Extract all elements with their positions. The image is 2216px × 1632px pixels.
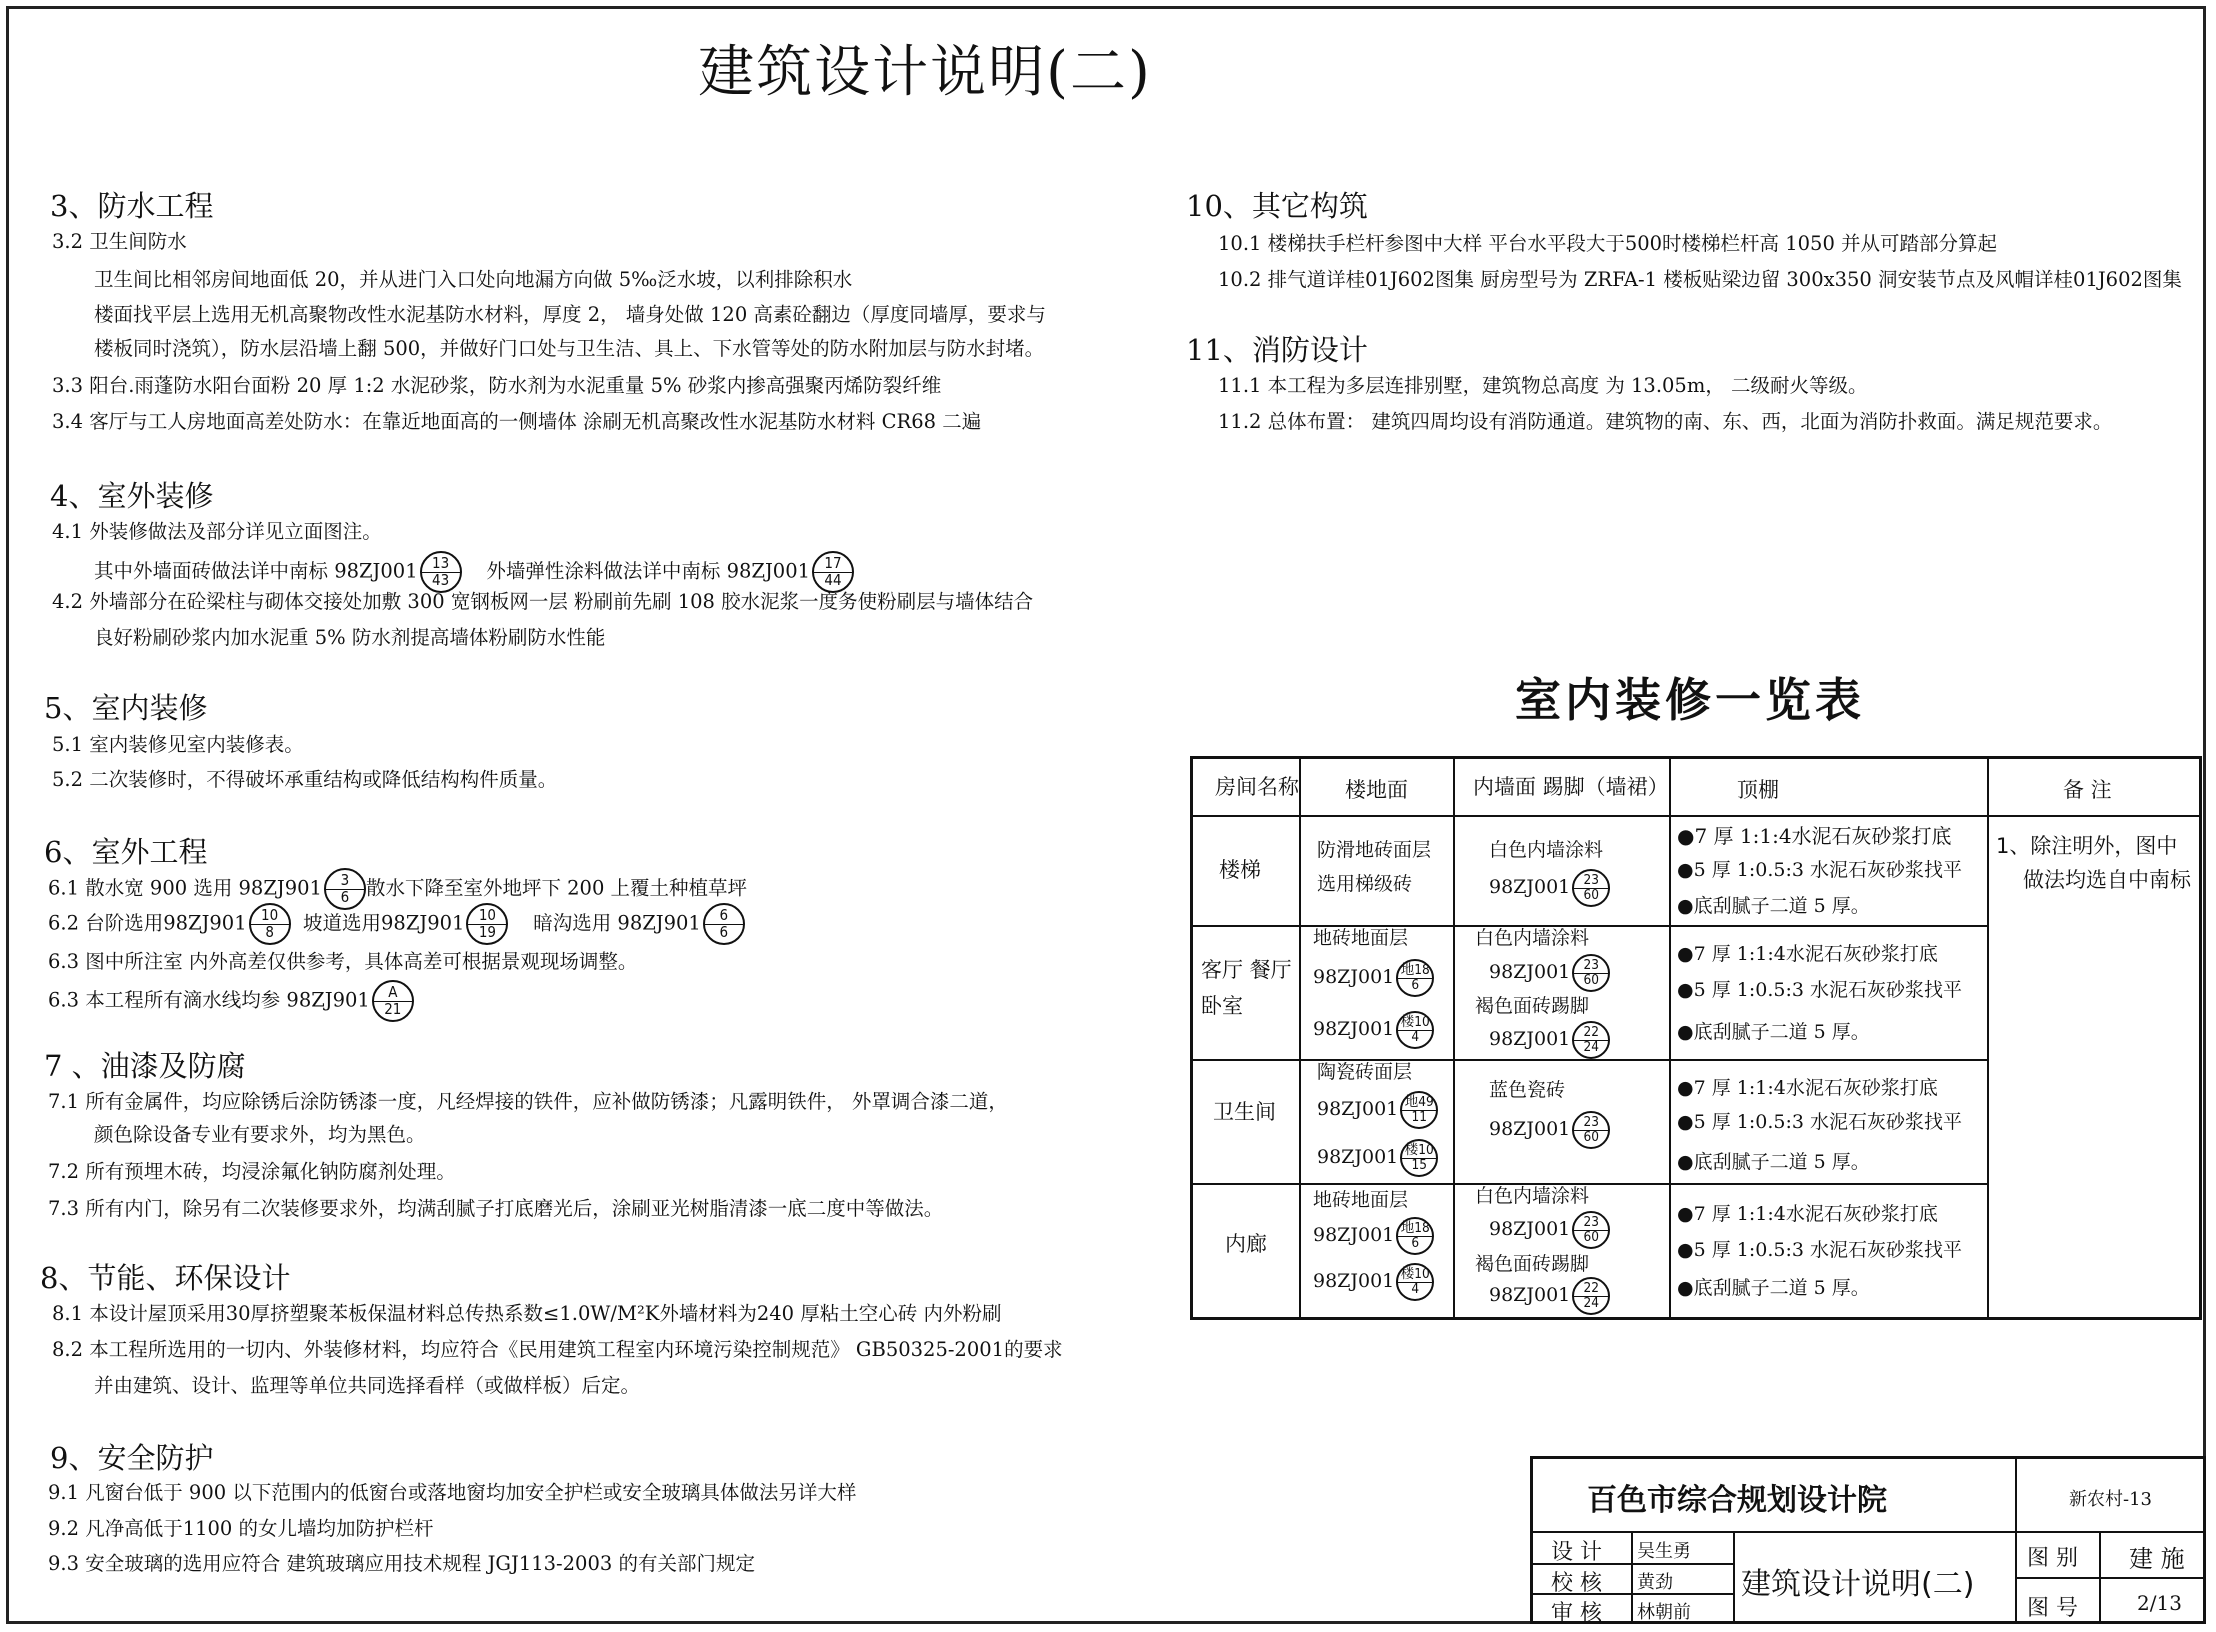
- tb-line: [2099, 1531, 2101, 1621]
- row4-floor-ref-2: 98ZJ001 楼10 4: [1313, 1263, 1434, 1301]
- number-label: 图 号: [2027, 1596, 2078, 1621]
- review-name: 林朝前: [1637, 1602, 1691, 1623]
- row1-ceiling-2: ●5 厚 1:0.5:3 水泥石灰砂浆找平: [1677, 859, 1962, 881]
- section-9-heading: 9、安全防护: [50, 1441, 214, 1475]
- row2-wall-ref-2: 98ZJ001 22 24: [1489, 1021, 1610, 1059]
- s9-line-2: 9.2 凡净高低于1100 的女儿墙均加防护栏杆: [48, 1517, 434, 1540]
- s3-line-1: 3.2 卫生间防水: [52, 230, 187, 253]
- design-label: 设 计: [1551, 1540, 1602, 1565]
- detail-index-symbol: 6 6: [703, 903, 745, 945]
- detail-index-symbol: 地49 11: [1400, 1091, 1438, 1129]
- note-line-2: 做法均选自中南标: [2023, 868, 2191, 892]
- tb-line: [1733, 1531, 1735, 1621]
- row4-ceiling-2: ●5 厚 1:0.5:3 水泥石灰砂浆找平: [1677, 1239, 1962, 1261]
- header-note: 备 注: [2063, 778, 2112, 802]
- row3-floor-ref-2: 98ZJ001 楼10 15: [1317, 1139, 1438, 1177]
- s6-line-3: 6.3 图中所注室 内外高差仅供参考，具体高差可根据景观现场调整。: [48, 950, 638, 973]
- tb-line: [1533, 1531, 2203, 1533]
- section-8-heading: 8、节能、环保设计: [40, 1261, 291, 1295]
- header-ceiling: 顶棚: [1737, 778, 1779, 802]
- s4-line-1: 4.1 外装修做法及部分详见立面图注。: [52, 520, 382, 543]
- row2-room-1: 客厅 餐厅: [1201, 958, 1292, 982]
- s4-line-4: 良好粉刷砂浆内加水泥重 5% 防水剂提高墙体粉刷防水性能: [94, 626, 606, 649]
- row1-ceiling-1: ●7 厚 1:1:4水泥石灰砂浆打底: [1677, 824, 1952, 848]
- row1-floor-2: 选用梯级砖: [1317, 873, 1413, 895]
- row4-wall-2: 褐色面砖踢脚: [1475, 1253, 1590, 1275]
- table-col-divider: [1987, 759, 1989, 1317]
- s4-line-3: 4.2 外墙部分在砼梁柱与砌体交接处加敷 300 宽钢板网一层 粉刷前先刷 108 胶水泥浆一度务使粉刷层与墙体结合: [52, 590, 1034, 613]
- row4-ceiling-3: ●底刮腻子二道 5 厚。: [1677, 1277, 1870, 1299]
- note-line-1: 1、除注明外，图中: [1996, 834, 2178, 858]
- s7-line-3: 7.2 所有预埋木砖，均浸涂氟化钠防腐剂处理。: [48, 1160, 456, 1183]
- header-wall: 内墙面 踢脚（墙裙）: [1473, 775, 1669, 799]
- detail-index-symbol: 23 60: [1572, 1211, 1610, 1249]
- row2-wall-ref-1: 98ZJ001 23 60: [1489, 954, 1610, 992]
- row4-room: 内廊: [1225, 1232, 1267, 1256]
- detail-index-symbol: 楼10 4: [1396, 1263, 1434, 1301]
- detail-index-symbol: 10 8: [249, 903, 291, 945]
- table-col-divider: [1299, 759, 1301, 1317]
- table-row-divider: [1193, 815, 2199, 817]
- row4-floor-ref-1: 98ZJ001 地18 6: [1313, 1217, 1434, 1255]
- s8-line-1: 8.1 本设计屋顶采用30厚挤塑聚苯板保温材料总传热系数≤1.0W/M²K外墙材料为240 厚粘土空心砖 内外粉刷: [52, 1302, 1002, 1325]
- row4-wall-ref-2: 98ZJ001 22 24: [1489, 1277, 1610, 1315]
- detail-index-symbol: 23 60: [1572, 869, 1610, 907]
- s7-line-1: 7.1 所有金属件，均应除锈后涂防锈漆一度，凡经焊接的铁件，应补做防锈漆；凡露明铁件， 外罩调合漆二道，: [48, 1090, 1008, 1113]
- page-title: 建筑设计说明(二): [698, 40, 1152, 105]
- detail-index-symbol: 22 24: [1572, 1021, 1610, 1059]
- check-label: 校 核: [1551, 1571, 1602, 1596]
- row2-room-2: 卧室: [1201, 994, 1243, 1018]
- table-title: 室内装修一览表: [1515, 673, 1865, 727]
- s7-line-2: 颜色除设备专业有要求外，均为黑色。: [94, 1123, 426, 1146]
- detail-index-symbol: 楼10 15: [1400, 1139, 1438, 1177]
- s4-line-2a: 其中外墙面砖做法详中南标 98ZJ001: [94, 559, 418, 583]
- review-label: 审 核: [1551, 1601, 1602, 1626]
- row4-ceiling-1: ●7 厚 1:1:4水泥石灰砂浆打底: [1677, 1203, 1938, 1225]
- section-11-heading: 11、消防设计: [1186, 333, 1368, 367]
- tb-line: [2015, 1531, 2017, 1621]
- s6-line-1: 6.1 散水宽 900 选用 98ZJ901 3 6 散水下降至室外地坪下 200 上覆土种植草坪: [48, 868, 747, 910]
- title-block: [1530, 1456, 2206, 1624]
- row3-ceiling-2: ●5 厚 1:0.5:3 水泥石灰砂浆找平: [1677, 1111, 1962, 1133]
- tb-line: [2015, 1459, 2017, 1531]
- header-room: 房间名称: [1215, 775, 1299, 799]
- s3-line-6: 3.4 客厅与工人房地面高差处防水：在靠近地面高的一侧墙体 涂刷无机高聚改性水泥基防水材料 CR68 二遍: [52, 410, 982, 433]
- section-10-heading: 10、其它构筑: [1186, 189, 1368, 223]
- header-floor: 楼地面: [1345, 778, 1408, 802]
- category-value: 建 施: [2129, 1545, 2185, 1573]
- s3-line-2: 卫生间比相邻房间地面低 20，并从进门入口处向地漏方向做 5‰泛水坡，以利排除积水: [94, 268, 853, 291]
- s10-line-1: 10.1 楼梯扶手栏杆参图中大样 平台水平段大于500时楼梯栏杆高 1050 并从可踏部分算起: [1218, 232, 1998, 255]
- detail-index-symbol: 13 43: [420, 551, 462, 593]
- s3-line-3: 楼面找平层上选用无机高聚物改性水泥基防水材料，厚度 2， 墙身处做 120 高素砼翻边（厚度同墙厚，要求与: [94, 303, 1046, 326]
- table-row-divider: [1193, 1183, 1987, 1185]
- detail-index-symbol: 17 44: [812, 551, 854, 593]
- row1-wall-1: 白色内墙涂料: [1489, 839, 1604, 861]
- section-3-heading: 3、防水工程: [50, 189, 214, 223]
- row2-wall-2: 褐色面砖踢脚: [1475, 995, 1590, 1017]
- table-col-divider: [1453, 759, 1455, 1317]
- s5-line-1: 5.1 室内装修见室内装修表。: [52, 733, 304, 756]
- row2-floor-1: 地砖地面层: [1313, 927, 1409, 949]
- row3-ceiling-3: ●底刮腻子二道 5 厚。: [1677, 1151, 1870, 1173]
- s11-line-2: 11.2 总体布置： 建筑四周均设有消防通道。建筑物的南、东、西，北面为消防扑救面。满足规范要求。: [1218, 410, 2113, 433]
- s11-line-1: 11.1 本工程为多层连排别墅，建筑物总高度 为 13.05m， 二级耐火等级。: [1218, 374, 1868, 397]
- tb-line: [1631, 1531, 1633, 1621]
- design-name: 吴生勇: [1637, 1541, 1691, 1562]
- row3-floor-1: 陶瓷砖面层: [1317, 1061, 1413, 1083]
- tb-line: [2015, 1577, 2203, 1579]
- row4-wall-1: 白色内墙涂料: [1475, 1185, 1590, 1207]
- row2-wall-1: 白色内墙涂料: [1475, 927, 1590, 949]
- s4-line-2b: 外墙弹性涂料做法详中南标 98ZJ001: [486, 559, 811, 583]
- s4-line-2: [94, 551, 854, 593]
- category-label: 图 别: [2027, 1546, 2078, 1571]
- table-row-divider: [1193, 1059, 1987, 1061]
- row1-ceiling-3: ●底刮腻子二道 5 厚。: [1677, 895, 1870, 917]
- s9-line-3: 9.3 安全玻璃的选用应符合 建筑玻璃应用技术规程 JGJ113-2003 的有关部门规定: [48, 1552, 755, 1575]
- s9-line-1: 9.1 凡窗台低于 900 以下范围内的低窗台或落地窗均加安全护栏或安全玻璃具体做法另详大样: [48, 1481, 857, 1504]
- row2-floor-ref-2: 98ZJ001 楼10 4: [1313, 1011, 1434, 1049]
- detail-index-symbol: 10 19: [466, 903, 508, 945]
- detail-index-symbol: 23 60: [1572, 1111, 1610, 1149]
- row1-wall-ref: 98ZJ001 23 60: [1489, 869, 1610, 907]
- row3-ceiling-1: ●7 厚 1:1:4水泥石灰砂浆打底: [1677, 1077, 1938, 1099]
- detail-index-symbol: 地18 6: [1396, 1217, 1434, 1255]
- s10-line-2: 10.2 排气道详桂01J602图集 厨房型号为 ZRFA-1 楼板贴梁边留 300x350 洞安装节点及风帽详桂01J602图集: [1218, 268, 2182, 291]
- row2-floor-ref-1: 98ZJ001 地18 6: [1313, 959, 1434, 997]
- section-5-heading: 5、室内装修: [44, 691, 208, 725]
- s3-line-5: 3.3 阳台.雨蓬防水阳台面粉 20 厚 1:2 水泥砂浆，防水剂为水泥重量 5% 砂浆内掺高强聚丙烯防裂纤维: [52, 374, 942, 397]
- number-value: 2/13: [2137, 1591, 2182, 1615]
- interior-finish-table: [1190, 756, 2202, 1320]
- detail-index-symbol: A 21: [372, 980, 414, 1022]
- section-6-heading: 6、室外工程: [44, 835, 208, 869]
- s6-line-2: 6.2 台阶选用98ZJ901 10 8 坡道选用98ZJ901 10 19 暗沟选用 98ZJ901 6 6: [48, 903, 745, 945]
- s5-line-2: 5.2 二次装修时，不得破坏承重结构或降低结构构件质量。: [52, 768, 558, 791]
- detail-index-symbol: 地18 6: [1396, 959, 1434, 997]
- row3-room: 卫生间: [1213, 1100, 1276, 1124]
- row3-wall-ref-1: 98ZJ001 23 60: [1489, 1111, 1610, 1149]
- row2-ceiling-1: ●7 厚 1:1:4水泥石灰砂浆打底: [1677, 943, 1938, 965]
- drawing-title: 建筑设计说明(二): [1741, 1567, 1975, 1602]
- check-name: 黄劲: [1637, 1572, 1673, 1593]
- s8-line-3: 并由建筑、设计、监理等单位共同选择看样（或做样板）后定。: [94, 1374, 641, 1397]
- row1-floor-1: 防滑地砖面层: [1317, 839, 1432, 861]
- section-4-heading: 4、室外装修: [50, 479, 214, 513]
- table-col-divider: [1669, 759, 1671, 1317]
- s8-line-2: 8.2 本工程所选用的一切内、外装修材料，均应符合《民用建筑工程室内环境污染控制规范》 GB50325-2001的要求: [52, 1338, 1063, 1361]
- institute-name: 百色市综合规划设计院: [1587, 1483, 1887, 1518]
- row1-room: 楼梯: [1219, 858, 1261, 882]
- detail-index-symbol: 23 60: [1572, 954, 1610, 992]
- row2-ceiling-2: ●5 厚 1:0.5:3 水泥石灰砂浆找平: [1677, 979, 1962, 1001]
- detail-index-symbol: 楼10 4: [1396, 1011, 1434, 1049]
- detail-index-symbol: 22 24: [1572, 1277, 1610, 1315]
- section-7-heading: 7 、油漆及防腐: [44, 1049, 246, 1083]
- row3-floor-ref-1: 98ZJ001 地49 11: [1317, 1091, 1438, 1129]
- s6-line-4: 6.3 本工程所有滴水线均参 98ZJ901 A 21: [48, 980, 414, 1022]
- row4-floor-1: 地砖地面层: [1313, 1189, 1409, 1211]
- project-code: 新农村-13: [2069, 1489, 2152, 1510]
- detail-index-symbol: 3 6: [324, 868, 366, 910]
- s3-line-4: 楼板同时浇筑），防水层沿墙上翻 500，并做好门口处与卫生洁、具上、下水管等处的防水附加层与防水封堵。: [94, 337, 1045, 360]
- row4-wall-ref-1: 98ZJ001 23 60: [1489, 1211, 1610, 1249]
- row3-wall-1: 蓝色瓷砖: [1489, 1079, 1566, 1101]
- row2-ceiling-3: ●底刮腻子二道 5 厚。: [1677, 1021, 1870, 1043]
- s7-line-4: 7.3 所有内门，除另有二次装修要求外，均满刮腻子打底磨光后，涂刷亚光树脂清漆一底二度中等做法。: [48, 1197, 944, 1220]
